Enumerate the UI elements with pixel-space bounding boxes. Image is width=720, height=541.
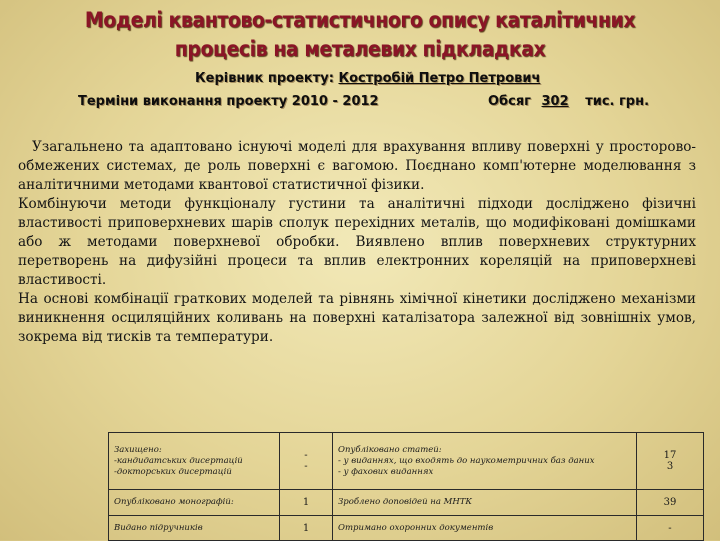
title-line-2: процесів на металевих підкладках [174,37,546,61]
scientometric-articles-label: - у виданнях, що входять до наукометричних баз даних [338,455,595,466]
patents-value: - [637,516,704,541]
table-cell [333,433,637,490]
doctoral-dissertations-value: - [304,461,308,472]
articles-label: Опубліковано статей: [338,444,442,455]
project-volume [488,93,649,111]
candidate-dissertations-label: -кандидатських дисертацій [114,455,243,466]
textbooks-value: 1 [280,516,333,541]
paragraph: Комбінуючи методи функціоналу густини та аналітичні підходи досліджено фізичні властивості приповерхневих шарів сполук перехідних металів, що модифіковані домішками або ж методами поверхневої обробки. Виявлено вплив поверхневих структурних перетворень на дифузійні процеси та вплив електронних кореляцій на приповерхневі властивості. [18,196,696,288]
volume-amount: 302 [541,94,569,109]
project-description [18,138,696,347]
patents-label: Отримано охоронних документів [333,516,637,541]
title-line-1: Моделі квантово-статистичного опису каталітичних [84,8,636,32]
defended-label: Захищено: [114,444,162,455]
professional-articles-value: 3 [666,461,674,472]
terms-value: 2010 - 2012 [291,94,379,109]
paragraph: Узагальнено та адаптовано існуючі моделі для врахування впливу поверхні у просторово-обмежених системах, де роль поверхні є вагомою. Поєднано комп'ютерне моделювання з аналітичними методами квантової статистичної фізики. [18,139,696,193]
page-title [36,6,684,64]
conference-reports-value: 39 [637,490,704,516]
monographs-value: 1 [280,490,333,516]
table-cell [280,433,333,490]
manager-label: Керівник проекту: [195,71,334,86]
table-row [109,516,704,541]
project-manager [195,70,540,88]
scientometric-articles-value: 17 [663,450,677,461]
paragraph: На основі комбінації граткових моделей та рівнянь хімічної кінетики досліджено механізми виникнення осциляційних коливань на поверхні каталізатора залежної від зовнішніх умов, зокрема від тисків та температури. [18,291,696,345]
textbooks-label: Видано підручників [109,516,280,541]
conference-reports-label: Зроблено доповідей на МНТК [333,490,637,516]
candidate-dissertations-value: - [304,450,308,461]
manager-name: Кострoбій Петро Петрович [338,71,541,86]
terms-label: Терміни виконання проекту [78,94,288,109]
results-table [108,432,704,541]
table-cell [637,433,704,490]
project-terms [78,93,379,111]
monographs-label: Опубліковано монографій: [109,490,280,516]
table-cell [109,433,280,490]
doctoral-dissertations-label: -докторських дисертацій [114,466,232,477]
professional-articles-label: - у фахових виданнях [338,466,434,477]
table-row [109,490,704,516]
volume-label: Обсяг [488,94,531,109]
table-row [109,433,704,490]
volume-unit: тис. грн. [585,94,650,109]
